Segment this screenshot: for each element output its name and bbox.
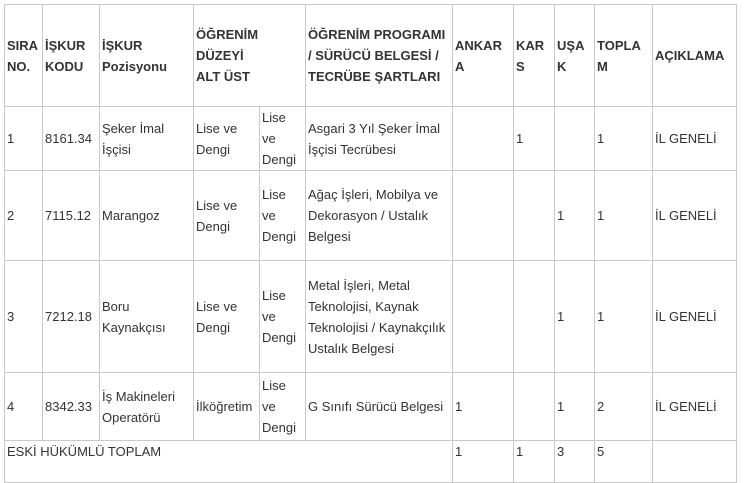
- cell-kod: 7115.12: [43, 171, 100, 261]
- cell-no: 1: [5, 107, 43, 171]
- job-table: [4, 4, 737, 483]
- header-ankara: ANKARA: [453, 5, 514, 107]
- cell-aciklama: İL GENELİ: [653, 261, 737, 373]
- header-program: ÖĞRENİM PROGRAMI / SÜRÜCÜ BELGESİ / TECRÜBE ŞARTLARI: [306, 5, 453, 107]
- header-usak: UŞAK: [555, 5, 595, 107]
- cell-toplam: 2: [595, 373, 653, 441]
- header-kars: KARS: [514, 5, 555, 107]
- cell-ankara: [453, 261, 514, 373]
- cell-ust: Lise ve Dengi: [260, 261, 306, 373]
- cell-pozisyon: Marangoz: [100, 171, 194, 261]
- cell-alt: Lise ve Dengi: [194, 171, 260, 261]
- cell-no: 3: [5, 261, 43, 373]
- total-toplam: 5: [595, 441, 653, 483]
- cell-alt: İlköğretim: [194, 373, 260, 441]
- cell-ankara: [453, 107, 514, 171]
- cell-alt: Lise ve Dengi: [194, 261, 260, 373]
- cell-kars: [514, 171, 555, 261]
- cell-aciklama: İL GENELİ: [653, 107, 737, 171]
- cell-usak: 1: [555, 171, 595, 261]
- header-duzey: ÖĞRENİM DÜZEYİ ALT ÜST: [194, 5, 306, 107]
- cell-pozisyon: Boru Kaynakçısı: [100, 261, 194, 373]
- cell-usak: 1: [555, 373, 595, 441]
- total-row: [5, 441, 737, 483]
- cell-program: Asgari 3 Yıl Şeker İmal İşçisi Tecrübesi: [306, 107, 453, 171]
- total-ankara: 1: [453, 441, 514, 483]
- table-row: [5, 261, 737, 373]
- cell-toplam: 1: [595, 261, 653, 373]
- cell-ankara: 1: [453, 373, 514, 441]
- total-aciklama: [653, 441, 737, 483]
- cell-toplam: 1: [595, 107, 653, 171]
- cell-kod: 7212.18: [43, 261, 100, 373]
- cell-usak: [555, 107, 595, 171]
- total-label: ESKİ HÜKÜMLÜ TOPLAM: [5, 441, 453, 483]
- cell-ust: Lise ve Dengi: [260, 171, 306, 261]
- header-kod: İŞKUR KODU: [43, 5, 100, 107]
- cell-ankara: [453, 171, 514, 261]
- cell-aciklama: İL GENELİ: [653, 171, 737, 261]
- cell-toplam: 1: [595, 171, 653, 261]
- table-row: [5, 373, 737, 441]
- header-pozisyon: İŞKUR Pozisyonu: [100, 5, 194, 107]
- table-row: [5, 171, 737, 261]
- cell-program: Ağaç İşleri, Mobilya ve Dekorasyon / Ustalık Belgesi: [306, 171, 453, 261]
- cell-pozisyon: Şeker İmal İşçisi: [100, 107, 194, 171]
- cell-ust: Lise ve Dengi: [260, 373, 306, 441]
- cell-kars: 1: [514, 107, 555, 171]
- cell-aciklama: İL GENELİ: [653, 373, 737, 441]
- cell-program: Metal İşleri, Metal Teknolojisi, Kaynak Teknolojisi / Kaynakçılık Ustalık Belgesi: [306, 261, 453, 373]
- cell-kod: 8161.34: [43, 107, 100, 171]
- cell-usak: 1: [555, 261, 595, 373]
- cell-kod: 8342.33: [43, 373, 100, 441]
- cell-kars: [514, 373, 555, 441]
- cell-no: 2: [5, 171, 43, 261]
- total-kars: 1: [514, 441, 555, 483]
- cell-alt: Lise ve Dengi: [194, 107, 260, 171]
- header-toplam: TOPLAM: [595, 5, 653, 107]
- header-aciklama: AÇIKLAMA: [653, 5, 737, 107]
- cell-program: G Sınıfı Sürücü Belgesi: [306, 373, 453, 441]
- cell-pozisyon: İş Makineleri Operatörü: [100, 373, 194, 441]
- total-usak: 3: [555, 441, 595, 483]
- cell-kars: [514, 261, 555, 373]
- header-sira: SIRA NO.: [5, 5, 43, 107]
- cell-ust: Lise ve Dengi: [260, 107, 306, 171]
- table-header-row: [5, 5, 737, 107]
- cell-no: 4: [5, 373, 43, 441]
- table-row: [5, 107, 737, 171]
